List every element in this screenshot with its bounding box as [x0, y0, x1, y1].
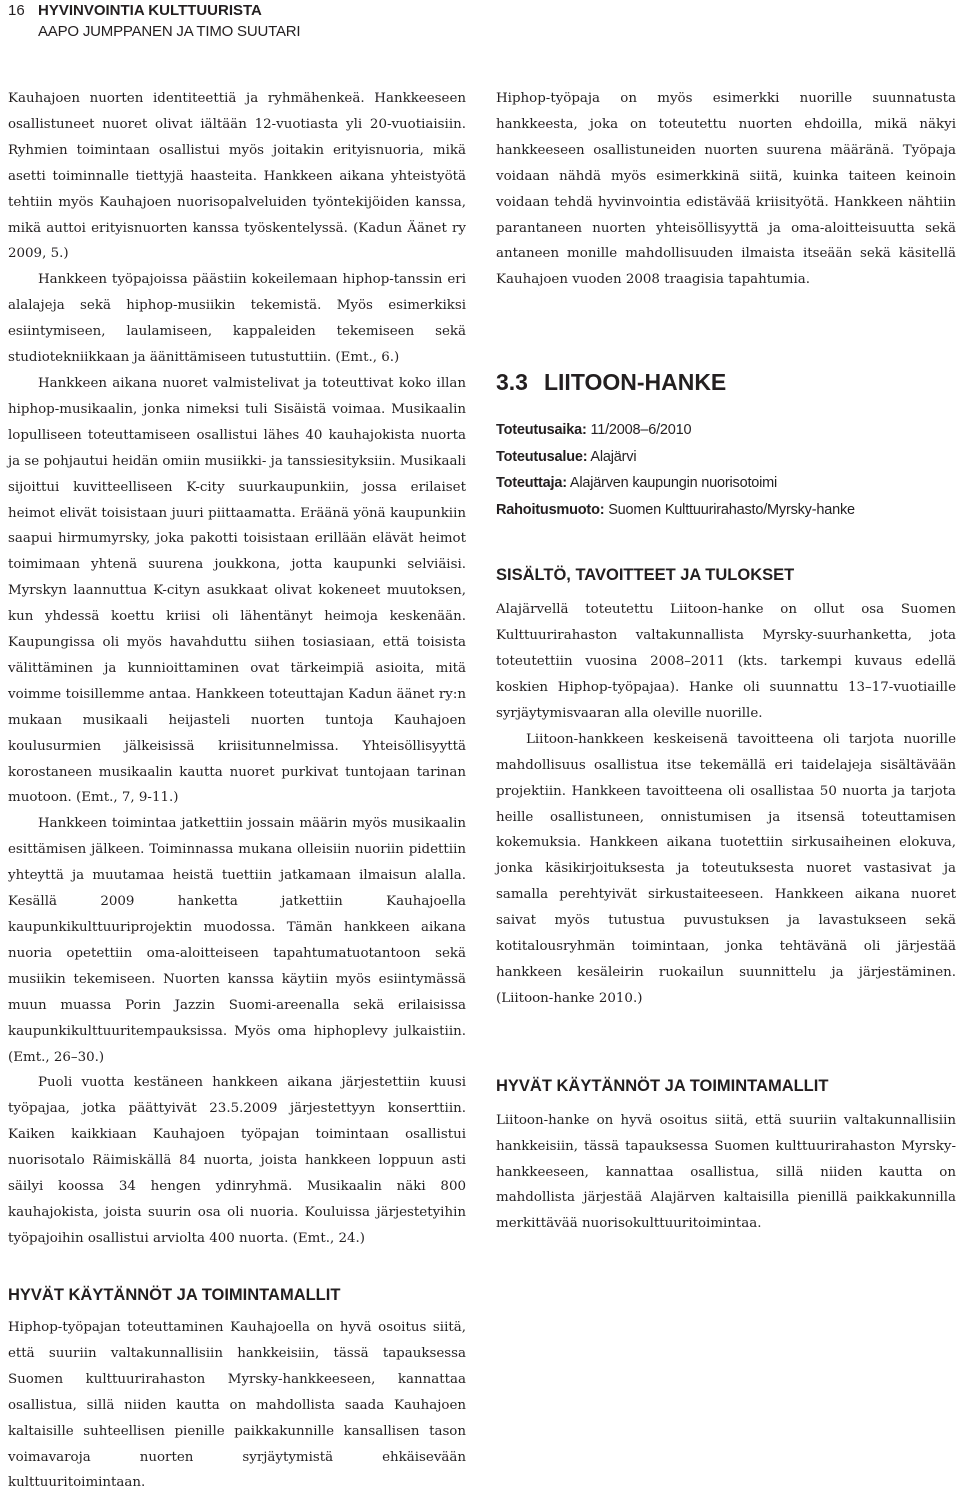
left-column [8, 86, 466, 1252]
meta-value: Alajärven kaupungin nuorisotoimi [569, 475, 778, 492]
meta-value: 11/2008–6/2010 [590, 422, 692, 439]
body-paragraph: Liitoon-hankkeen keskeisenä tavoitteena oli tarjota nuorille mahdollisuus osallistua itse tekemällä eri taidelajeja sisältävään projektiin. Hankkeen tavoitteena oli osallistaa 50 nuorta ja tarjota heille osallistuneen, onnistumisen ja itsensä toteuttamisen kokemuksia. Hankkeen aikana tuotettiin sirkusaiheinen elokuva, jonka käsikirjoituksesta ja toteutuksesta nuoret vastasivat ja samalla perehtyivät sirkustaiteeseen. Hankkeen aikana nuoret saivat myös tutustua puvustuksen ja lavastukseen sekä kotitalousryhmän toimintaan, jonka tehtävänä oli järjestää hankkeen kesäleirin ruokailun suunnittelu ja järjestäminen. (Liitoon-hanke 2010.) [496, 731, 956, 1006]
meta-row [496, 470, 956, 497]
meta-row [496, 444, 956, 471]
meta-label: Toteutusalue: [496, 448, 588, 465]
body-paragraph: Puoli vuotta kestäneen hankkeen aikana järjestettiin kuusi työpajaa, jotka päättyivät 23.5.2009 järjestettyyn konserttiin. Kaiken kaikkiaan Kauhajoen työpajan toimintaan osallistui nuorisotalo Räimiskällä 84 nuorta, joista hankkeen loppuun asti säilyi koossa 34 hengen ydinryhmä. Musikaalin näki 800 kauhajokista, joista suurin osa oli nuoria. Kouluissa järjestetyihin työpajoihin osallistui arviolta 400 nuorta. (Emt., 24.) [8, 1075, 466, 1246]
meta-value: Suomen Kulttuurirahasto/Myrsky-hanke [608, 501, 855, 518]
subsection-title: SISÄLTÖ, TAVOITTEET JA TULOKSET [496, 566, 795, 585]
body-paragraph: Kauhajoen nuorten identiteettiä ja ryhmähenkeä. Hankkeeseen osallistuneet nuoret olivat iältään 12-vuotiasta yli 20-vuotiaisiin. Ryhmien toimintaan osallistui myös joitakin erityisnuoria, mikä asetti toiminnalle tiettyjä haasteita. Hankkeen aikana yhteistyötä tehtiin myös Kauhajoen nuorisopalveluiden työntekijöiden kanssa, mikä auttoi erityisnuorten kanssa työskentelyssä. (Kadun Äänet ry 2009, 5.) [8, 91, 466, 262]
body-paragraph: Alajärvellä toteutettu Liitoon-hanke on ollut osa Suomen Kulttuurirahaston valtakunnallista Myrsky-suurhanketta, jota toteutettiin vuosina 2008–2011 (kts. tarkempi kuvaus edellä koskien Hiphop-työpajaa). Hanke oli suunnattu 13–17-vuotiaille syrjäytymisvaaran alla oleville nuorille. [496, 602, 956, 721]
body-paragraph: Hiphop-työpaja on myös esimerkki nuorille suunnatusta hankkeesta, joka on toteutettu nuorten ehdoilla, mikä näkyi hankkeeseen osallistuneiden nuorten suurena määränä. Työpaja voidaan nähdä myös esimerkkinä siitä, kuinka taiteen keinoin voidaan tehdä hyvinvointia edistävää kriisityötä. Hankkeen nähtiin parantaneen nuorten yhteisöllisyyttä ja oma-aloitteisuutta sekä antaneen monille mahdollisuuden ilmaista itseään sekä käsitellä Kauhajoen vuoden 2008 traagisia tapahtumia. [496, 91, 956, 288]
meta-row [496, 497, 956, 524]
running-authors: AAPO JUMPPANEN JA TIMO SUUTARI [38, 23, 301, 40]
page-number: 16 [8, 2, 25, 19]
meta-label: Toteutusaika: [496, 422, 587, 439]
section-title [496, 367, 956, 397]
section-number: 3.3 [496, 369, 528, 396]
meta-label: Rahoitusmuoto: [496, 501, 605, 518]
subsection-title: HYVÄT KÄYTÄNNÖT JA TOIMINTAMALLIT [496, 1076, 829, 1095]
running-title: HYVINVOINTIA KULTTUURISTA [38, 2, 262, 19]
body-paragraph: Hankkeen työpajoissa päästiin kokeilemaan hiphop-tanssin eri alalajeja sekä hiphop-musiikin tekemistä. Myös esimerkiksi esiintymiseen, laulamiseen, kappaleiden tekemiseen sekä studiotekniikkaan ja äänittämiseen tutustuttiin. (Emt., 6.) [8, 272, 466, 366]
meta-value: Alajärvi [590, 448, 637, 465]
meta-row [496, 417, 956, 444]
bottom-section [8, 1283, 466, 1496]
body-paragraph: Hiphop-työpajan toteuttaminen Kauhajoella on hyvä osoitus siitä, että suuriin valtakunnallisiin hankkeisiin, tässä tapauksessa Suomen kulttuurirahaston Myrsky-hankkeeseen, kannattaa osallistua, sillä niiden kautta on mahdollista saada Kauhajoen kaltaisille suhteellisen pienille paikkakunnille kansallisen tason voimavaroja nuorten syrjäytymistä ehkäisevään kulttuuritoimintaan. [8, 1320, 466, 1491]
section-heading: HYVÄT KÄYTÄNNÖT JA TOIMINTAMALLIT [8, 1286, 341, 1304]
right-column [496, 86, 956, 1237]
meta-label: Toteuttaja: [496, 475, 567, 492]
body-paragraph: Hankkeen toimintaa jatkettiin jossain määrin myös musikaalin esittämisen jälkeen. Toiminnassa mukana olleisiin nuoriin pidettiin yhteyttä ja muutamaa heistä tuettiin jatkamaan ilmaisun alalla. Kesällä 2009 hanketta jatkettiin Kauhajoella kaupunkikulttuuriprojektin muodossa. Tämän hankkeen aikana nuoria opetettiin oma-aloitteiseen tapahtumatuotantoon sekä musiikin tekemiseen. Nuorten kanssa käytiin myös esiintymässä muun muassa Porin Jazzin Suomi-areenalla sekä erilaisissa kaupunkikulttuuritempauksissa. Myös oma hiphoplevy julkaistiin. (Emt., 26–30.) [8, 816, 466, 1065]
body-paragraph: Liitoon-hanke on hyvä osoitus siitä, että suuriin valtakunnallisiin hankkeisiin, tässä tapauksessa Suomen kulttuurirahaston Myrsky-hankkeeseen, kannattaa osallistua, sillä niiden kautta on mahdollista järjestää Alajärven kaltaisilla pienillä paikkakunnilla merkittävää nuorisokulttuuritoimintaa. [496, 1112, 956, 1232]
section-title-text: LIITOON-HANKE [543, 369, 727, 396]
project-meta [496, 417, 956, 523]
body-paragraph: Hankkeen aikana nuoret valmistelivat ja toteuttivat koko illan hiphop-musikaalin, jonka nimeksi tuli Sisäistä voimaa. Musikaalin lopulliseen toteuttamiseen osallistui lähes 40 kauhajokista nuorta ja se pohjautui heidän omiin musiikki- ja tanssiesityksiin. Musikaali sijoittui kuvitteelliseen K-city suurkaupunkiin, jossa erilaiset heimot elivät toisistaan juuri piittaamatta. Eräänä yönä kaupunkiin saapui hirmumyrsky, joka pakotti toisistaan erillään elävät heimot toimimaan yhtenä suurena joukkona, jotta kaupunki selviäisi. Myrskyn laannuttua K-cityn asukkaat olivat kokeneet muutoksen, kun yhdessä koettu kriisi oli lähentänyt heimoja keskenään. Kaupungissa oli myös havahduttu siihen tosiasiaan, että toisista välittäminen ja kunnioittaminen ovat tärkeimpiä asioita, mitä voimme toisillemme antaa. Hankkeen toteuttajan Kadun äänet ry:n mukaan musikaali heijasteli nuorten tuntoja Kauhajoen koulusurmien jälkeisissä kriisitunnelmissa. Yhteisöllisyyttä korostaneen musikaalin kautta nuoret purkivat tuntojaan tarinan muotoon. (Emt., 7, 9-11.) [8, 375, 466, 806]
